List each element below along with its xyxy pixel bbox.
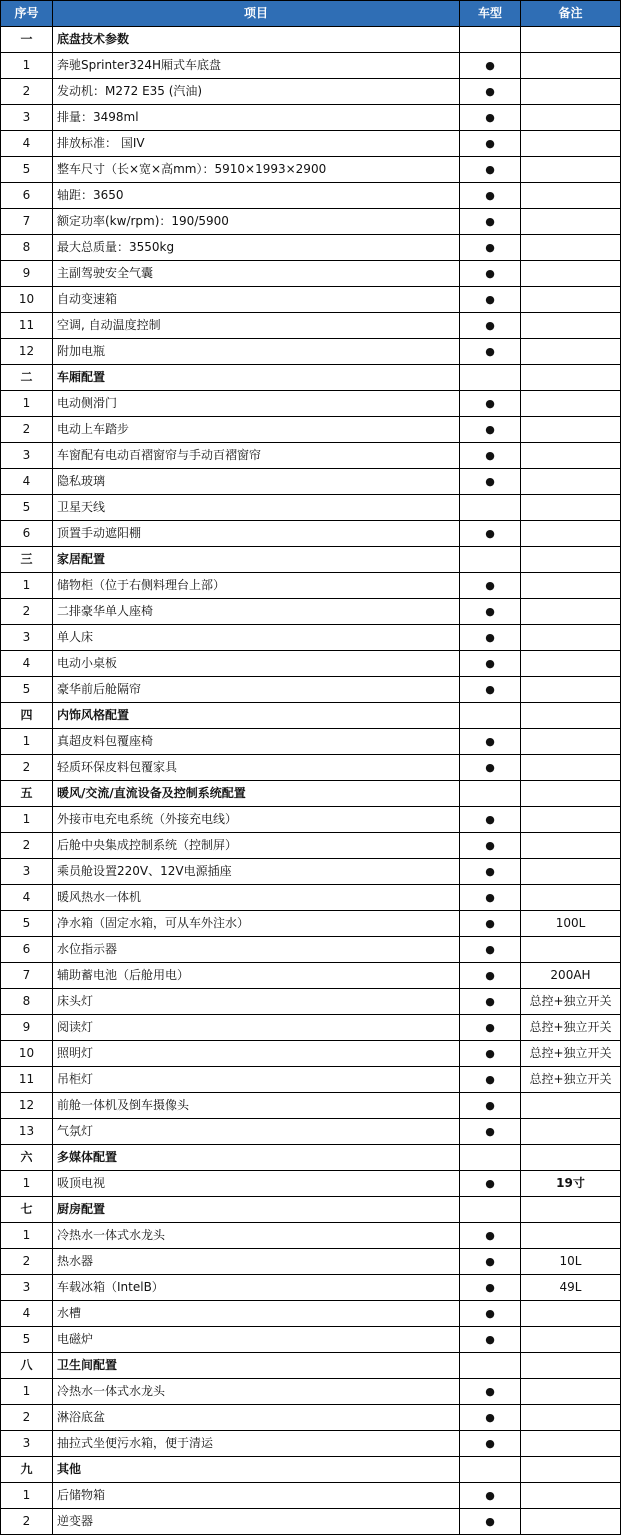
item-name: 抽拉式坐便污水箱，便于清运: [53, 1431, 460, 1457]
row-number: 2: [1, 79, 53, 105]
table-row: [1, 391, 621, 417]
type-mark: ●: [460, 261, 521, 287]
row-number: 12: [1, 339, 53, 365]
item-name: 冷热水一体式水龙头: [53, 1223, 460, 1249]
item-name: 自动变速箱: [53, 287, 460, 313]
type-mark: ●: [460, 833, 521, 859]
type-mark: ●: [460, 937, 521, 963]
header-note: 备注: [521, 1, 621, 27]
item-name: 气氛灯: [53, 1119, 460, 1145]
row-number: 11: [1, 313, 53, 339]
item-name: 照明灯: [53, 1041, 460, 1067]
note-cell: [521, 521, 621, 547]
note-cell: 10L: [521, 1249, 621, 1275]
type-mark: ●: [460, 1041, 521, 1067]
row-number: 8: [1, 235, 53, 261]
item-name: 轻质环保皮料包覆家具: [53, 755, 460, 781]
note-cell: [521, 677, 621, 703]
item-name: 车窗配有电动百褶窗帘与手动百褶窗帘: [53, 443, 460, 469]
type-mark: ●: [460, 209, 521, 235]
section-row: [1, 781, 621, 807]
table-row: [1, 677, 621, 703]
note-cell: [521, 833, 621, 859]
item-name: 豪华前后舱隔帘: [53, 677, 460, 703]
item-name: 净水箱（固定水箱，可从车外注水）: [53, 911, 460, 937]
section-row: [1, 365, 621, 391]
row-number: 5: [1, 911, 53, 937]
type-mark: ●: [460, 1301, 521, 1327]
row-number: 5: [1, 157, 53, 183]
type-mark: ●: [460, 1509, 521, 1535]
header-no: 序号: [1, 1, 53, 27]
row-number: 10: [1, 287, 53, 313]
type-mark: ●: [460, 1093, 521, 1119]
section-title: 车厢配置: [53, 365, 460, 391]
table-row: [1, 287, 621, 313]
note-cell: [521, 1353, 621, 1379]
table-row: [1, 963, 621, 989]
row-number: 4: [1, 469, 53, 495]
note-cell: [521, 235, 621, 261]
item-name: 冷热水一体式水龙头: [53, 1379, 460, 1405]
item-name: 额定功率(kw/rpm)：190/5900: [53, 209, 460, 235]
item-name: 电动侧滑门: [53, 391, 460, 417]
row-number: 4: [1, 131, 53, 157]
table-row: [1, 1093, 621, 1119]
type-mark: [460, 1353, 521, 1379]
type-mark: ●: [460, 313, 521, 339]
type-mark: ●: [460, 885, 521, 911]
table-row: [1, 989, 621, 1015]
note-cell: 总控+独立开关: [521, 1015, 621, 1041]
item-name: 真超皮料包覆座椅: [53, 729, 460, 755]
row-number: 5: [1, 1327, 53, 1353]
type-mark: ●: [460, 1431, 521, 1457]
item-name: 主副驾驶安全气囊: [53, 261, 460, 287]
note-cell: [521, 755, 621, 781]
section-title: 家居配置: [53, 547, 460, 573]
type-mark: ●: [460, 1275, 521, 1301]
table-row: [1, 1015, 621, 1041]
note-cell: [521, 1145, 621, 1171]
note-cell: 49L: [521, 1275, 621, 1301]
item-name: 后储物箱: [53, 1483, 460, 1509]
type-mark: ●: [460, 625, 521, 651]
section-title: 厨房配置: [53, 1197, 460, 1223]
type-mark: [460, 365, 521, 391]
note-cell: [521, 625, 621, 651]
note-cell: [521, 443, 621, 469]
note-cell: [521, 885, 621, 911]
row-number: 6: [1, 937, 53, 963]
table-row: [1, 1301, 621, 1327]
item-name: 阅读灯: [53, 1015, 460, 1041]
row-number: 12: [1, 1093, 53, 1119]
item-name: 单人床: [53, 625, 460, 651]
row-number: 5: [1, 495, 53, 521]
table-row: [1, 1431, 621, 1457]
type-mark: ●: [460, 755, 521, 781]
item-name: 逆变器: [53, 1509, 460, 1535]
section-row: [1, 27, 621, 53]
row-number: 3: [1, 625, 53, 651]
type-mark: ●: [460, 1171, 521, 1197]
table-row: [1, 1223, 621, 1249]
item-name: 电磁炉: [53, 1327, 460, 1353]
note-cell: [521, 417, 621, 443]
table-row: [1, 911, 621, 937]
note-cell: [521, 131, 621, 157]
note-cell: [521, 1119, 621, 1145]
note-cell: [521, 1457, 621, 1483]
table-row: [1, 53, 621, 79]
row-number: 七: [1, 1197, 53, 1223]
note-cell: [521, 599, 621, 625]
type-mark: ●: [460, 339, 521, 365]
row-number: 1: [1, 1483, 53, 1509]
section-row: [1, 1353, 621, 1379]
row-number: 9: [1, 1015, 53, 1041]
table-row: [1, 859, 621, 885]
item-name: 发动机：M272 E35 (汽油): [53, 79, 460, 105]
type-mark: ●: [460, 1067, 521, 1093]
row-number: 1: [1, 1379, 53, 1405]
item-name: 电动小桌板: [53, 651, 460, 677]
item-name: 暖风热水一体机: [53, 885, 460, 911]
table-row: [1, 495, 621, 521]
section-row: [1, 1145, 621, 1171]
table-row: [1, 1275, 621, 1301]
item-name: 轴距：3650: [53, 183, 460, 209]
row-number: 8: [1, 989, 53, 1015]
type-mark: ●: [460, 391, 521, 417]
item-name: 车载冰箱（IntelB）: [53, 1275, 460, 1301]
table-row: [1, 313, 621, 339]
type-mark: [460, 1457, 521, 1483]
type-mark: ●: [460, 573, 521, 599]
type-mark: ●: [460, 521, 521, 547]
section-row: [1, 547, 621, 573]
item-name: 水槽: [53, 1301, 460, 1327]
type-mark: ●: [460, 859, 521, 885]
item-name: 水位指示器: [53, 937, 460, 963]
table-header-row: [1, 1, 621, 27]
row-number: 10: [1, 1041, 53, 1067]
type-mark: ●: [460, 807, 521, 833]
note-cell: [521, 1093, 621, 1119]
table-body: [1, 27, 621, 1535]
item-name: 卫星天线: [53, 495, 460, 521]
type-mark: ●: [460, 1249, 521, 1275]
type-mark: ●: [460, 989, 521, 1015]
item-name: 淋浴底盆: [53, 1405, 460, 1431]
note-cell: 总控+独立开关: [521, 989, 621, 1015]
table-row: [1, 573, 621, 599]
note-cell: [521, 1405, 621, 1431]
type-mark: ●: [460, 1119, 521, 1145]
section-title: 多媒体配置: [53, 1145, 460, 1171]
note-cell: 19寸: [521, 1171, 621, 1197]
table-row: [1, 261, 621, 287]
note-cell: [521, 1431, 621, 1457]
type-mark: [460, 781, 521, 807]
type-mark: ●: [460, 183, 521, 209]
row-number: 六: [1, 1145, 53, 1171]
note-cell: [521, 651, 621, 677]
type-mark: ●: [460, 443, 521, 469]
note-cell: 总控+独立开关: [521, 1067, 621, 1093]
table-row: [1, 1483, 621, 1509]
type-mark: ●: [460, 79, 521, 105]
section-title: 暖风/交流/直流设备及控制系统配置: [53, 781, 460, 807]
item-name: 奔驰Sprinter324H厢式车底盘: [53, 53, 460, 79]
type-mark: ●: [460, 417, 521, 443]
table-row: [1, 157, 621, 183]
note-cell: [521, 157, 621, 183]
type-mark: ●: [460, 1223, 521, 1249]
note-cell: [521, 53, 621, 79]
row-number: 6: [1, 521, 53, 547]
row-number: 八: [1, 1353, 53, 1379]
table-row: [1, 885, 621, 911]
table-row: [1, 937, 621, 963]
row-number: 3: [1, 1275, 53, 1301]
type-mark: ●: [460, 53, 521, 79]
table-row: [1, 443, 621, 469]
item-name: 最大总质量：3550kg: [53, 235, 460, 261]
type-mark: ●: [460, 157, 521, 183]
row-number: 1: [1, 807, 53, 833]
type-mark: [460, 27, 521, 53]
note-cell: [521, 1483, 621, 1509]
type-mark: ●: [460, 1405, 521, 1431]
type-mark: ●: [460, 963, 521, 989]
type-mark: ●: [460, 651, 521, 677]
item-name: 后舱中央集成控制系统（控制屏）: [53, 833, 460, 859]
row-number: 五: [1, 781, 53, 807]
note-cell: [521, 729, 621, 755]
table-row: [1, 755, 621, 781]
note-cell: [521, 1327, 621, 1353]
item-name: 整车尺寸（长×宽×高mm）：5910×1993×2900: [53, 157, 460, 183]
row-number: 2: [1, 1509, 53, 1535]
section-title: 其他: [53, 1457, 460, 1483]
table-row: [1, 1379, 621, 1405]
table-row: [1, 1041, 621, 1067]
item-name: 储物柜（位于右侧料理台上部）: [53, 573, 460, 599]
table-row: [1, 599, 621, 625]
item-name: 外接市电充电系统（外接充电线）: [53, 807, 460, 833]
type-mark: ●: [460, 677, 521, 703]
row-number: 3: [1, 1431, 53, 1457]
header-type: 车型: [460, 1, 521, 27]
row-number: 2: [1, 755, 53, 781]
row-number: 3: [1, 105, 53, 131]
table-row: [1, 131, 621, 157]
row-number: 二: [1, 365, 53, 391]
row-number: 2: [1, 417, 53, 443]
section-title: 底盘技术参数: [53, 27, 460, 53]
type-mark: ●: [460, 131, 521, 157]
item-name: 排量：3498ml: [53, 105, 460, 131]
note-cell: [521, 703, 621, 729]
type-mark: ●: [460, 287, 521, 313]
note-cell: [521, 547, 621, 573]
table-row: [1, 833, 621, 859]
item-name: 热水器: [53, 1249, 460, 1275]
type-mark: ●: [460, 469, 521, 495]
row-number: 2: [1, 1405, 53, 1431]
note-cell: [521, 1223, 621, 1249]
note-cell: [521, 469, 621, 495]
row-number: 1: [1, 1171, 53, 1197]
section-row: [1, 703, 621, 729]
row-number: 1: [1, 729, 53, 755]
type-mark: [460, 1145, 521, 1171]
item-name: 前舱一体机及倒车摄像头: [53, 1093, 460, 1119]
row-number: 13: [1, 1119, 53, 1145]
row-number: 9: [1, 261, 53, 287]
row-number: 3: [1, 443, 53, 469]
row-number: 2: [1, 599, 53, 625]
type-mark: ●: [460, 1327, 521, 1353]
note-cell: [521, 1509, 621, 1535]
note-cell: [521, 287, 621, 313]
item-name: 隐私玻璃: [53, 469, 460, 495]
type-mark: [460, 703, 521, 729]
note-cell: [521, 105, 621, 131]
table-row: [1, 651, 621, 677]
type-mark: ●: [460, 599, 521, 625]
table-row: [1, 1171, 621, 1197]
row-number: 7: [1, 963, 53, 989]
table-row: [1, 183, 621, 209]
item-name: 吊柜灯: [53, 1067, 460, 1093]
note-cell: [521, 183, 621, 209]
table-row: [1, 79, 621, 105]
table-row: [1, 1327, 621, 1353]
row-number: 1: [1, 53, 53, 79]
section-row: [1, 1457, 621, 1483]
table-row: [1, 339, 621, 365]
item-name: 吸顶电视: [53, 1171, 460, 1197]
note-cell: [521, 313, 621, 339]
type-mark: ●: [460, 1483, 521, 1509]
item-name: 顶置手动遮阳棚: [53, 521, 460, 547]
table-row: [1, 1067, 621, 1093]
item-name: 二排豪华单人座椅: [53, 599, 460, 625]
note-cell: [521, 859, 621, 885]
note-cell: [521, 573, 621, 599]
table-row: [1, 1509, 621, 1535]
table-row: [1, 807, 621, 833]
type-mark: [460, 495, 521, 521]
row-number: 7: [1, 209, 53, 235]
row-number: 4: [1, 651, 53, 677]
section-title: 卫生间配置: [53, 1353, 460, 1379]
row-number: 四: [1, 703, 53, 729]
header-item: 项目: [53, 1, 460, 27]
section-row: [1, 1197, 621, 1223]
note-cell: [521, 79, 621, 105]
note-cell: [521, 27, 621, 53]
row-number: 2: [1, 1249, 53, 1275]
note-cell: 100L: [521, 911, 621, 937]
item-name: 排放标准： 国IV: [53, 131, 460, 157]
note-cell: [521, 1379, 621, 1405]
row-number: 1: [1, 391, 53, 417]
row-number: 6: [1, 183, 53, 209]
item-name: 附加电瓶: [53, 339, 460, 365]
item-name: 电动上车踏步: [53, 417, 460, 443]
item-name: 辅助蓄电池（后舱用电）: [53, 963, 460, 989]
row-number: 三: [1, 547, 53, 573]
row-number: 4: [1, 885, 53, 911]
note-cell: [521, 391, 621, 417]
row-number: 5: [1, 677, 53, 703]
type-mark: ●: [460, 105, 521, 131]
table-row: [1, 1119, 621, 1145]
type-mark: ●: [460, 1379, 521, 1405]
row-number: 2: [1, 833, 53, 859]
table-row: [1, 209, 621, 235]
item-name: 乘员舱设置220V、12V电源插座: [53, 859, 460, 885]
table-row: [1, 1405, 621, 1431]
type-mark: [460, 1197, 521, 1223]
note-cell: 总控+独立开关: [521, 1041, 621, 1067]
item-name: 空调, 自动温度控制: [53, 313, 460, 339]
note-cell: [521, 209, 621, 235]
note-cell: [521, 1197, 621, 1223]
row-number: 九: [1, 1457, 53, 1483]
note-cell: [521, 781, 621, 807]
row-number: 11: [1, 1067, 53, 1093]
note-cell: [521, 261, 621, 287]
note-cell: [521, 937, 621, 963]
note-cell: [521, 339, 621, 365]
row-number: 1: [1, 1223, 53, 1249]
type-mark: ●: [460, 911, 521, 937]
type-mark: [460, 547, 521, 573]
row-number: 4: [1, 1301, 53, 1327]
section-title: 内饰风格配置: [53, 703, 460, 729]
row-number: 一: [1, 27, 53, 53]
type-mark: ●: [460, 729, 521, 755]
table-row: [1, 625, 621, 651]
row-number: 1: [1, 573, 53, 599]
note-cell: [521, 495, 621, 521]
table-row: [1, 521, 621, 547]
table-row: [1, 105, 621, 131]
table-row: [1, 235, 621, 261]
table-row: [1, 1249, 621, 1275]
table-row: [1, 417, 621, 443]
row-number: 3: [1, 859, 53, 885]
table-row: [1, 469, 621, 495]
type-mark: ●: [460, 235, 521, 261]
type-mark: ●: [460, 1015, 521, 1041]
note-cell: [521, 1301, 621, 1327]
note-cell: [521, 365, 621, 391]
note-cell: 200AH: [521, 963, 621, 989]
table-row: [1, 729, 621, 755]
note-cell: [521, 807, 621, 833]
item-name: 床头灯: [53, 989, 460, 1015]
